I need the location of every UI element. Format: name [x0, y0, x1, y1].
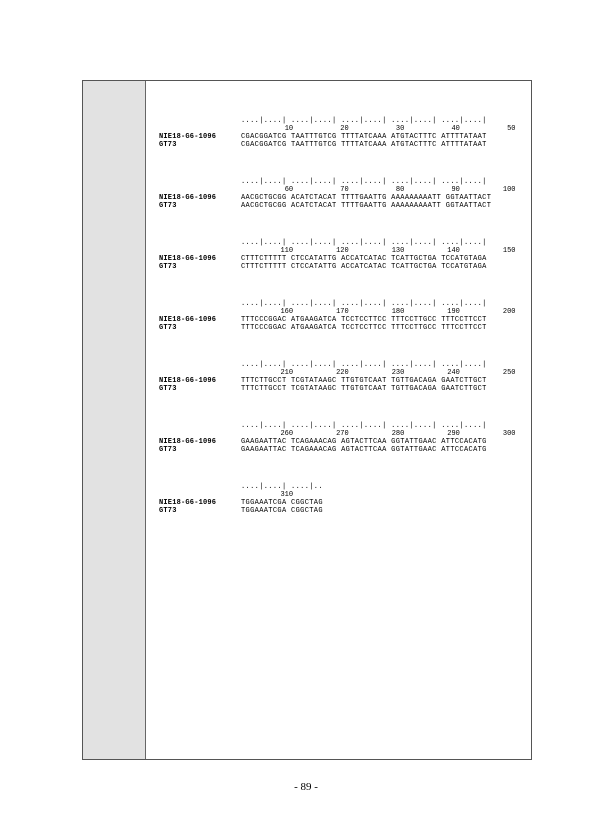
- sequence-label: GT73: [159, 385, 177, 393]
- alignment-block: [159, 239, 527, 300]
- position-number: 160: [280, 308, 294, 316]
- sequence-row: [159, 263, 527, 271]
- position-numbers: [159, 247, 527, 255]
- position-number: 60: [284, 186, 294, 194]
- position-number: 200: [502, 308, 516, 316]
- position-number: 10: [284, 125, 294, 133]
- position-number: 40: [451, 125, 460, 133]
- sequence-text: CTTTCTTTTT CTCCATATTG ACCATCATAC TCATTGCTGA TCCATGTAGA: [241, 263, 487, 271]
- sequence-text: TGGAAATCGA CGGCTAG: [241, 507, 323, 515]
- position-number: 280: [391, 430, 405, 438]
- position-number: 270: [336, 430, 349, 438]
- position-number: 300: [502, 430, 516, 438]
- position-number: 170: [336, 308, 349, 316]
- alignment-block: [159, 300, 527, 361]
- position-ruler: ....|....| ....|....| ....|....| ....|....| ....|....|: [241, 422, 487, 430]
- sequence-text: AACGCTGCGG ACATCTACAT TTTTGAATTG AAAAAAAAATT GGTAATTACT: [241, 202, 492, 210]
- sequence-label: GT73: [159, 446, 177, 454]
- position-number: 180: [391, 308, 405, 316]
- sequence-alignment: [159, 117, 527, 759]
- side-column: [83, 81, 146, 759]
- sequence-label: NIE18-G6-1096: [159, 316, 217, 324]
- alignment-block: [159, 361, 527, 422]
- position-number: 240: [447, 369, 460, 377]
- sequence-text: TTTCTTGCCT TCGTATAAGC TTGTGTCAAT TGTTGACAGA GAATCTTGCT: [241, 377, 487, 385]
- sequence-row: [159, 194, 527, 202]
- sequence-text: CGACGGATCG TAATTTGTCG TTTTATCAAA ATGTACTTTC ATTTTATAAT: [241, 141, 487, 149]
- position-numbers: [159, 125, 527, 133]
- position-number: 290: [447, 430, 460, 438]
- sequence-label: GT73: [159, 324, 177, 332]
- position-ruler: ....|....| ....|..: [241, 483, 323, 491]
- position-number: 120: [336, 247, 349, 255]
- sequence-row: [159, 202, 527, 210]
- sequence-row: [159, 438, 527, 446]
- position-number: 90: [451, 186, 460, 194]
- sequence-text: TTTCCCGGAC ATGAAGATCA TCCTCCTTCC TTTCCTTGCC TTTCCTTCCT: [241, 316, 487, 324]
- position-numbers: [159, 491, 527, 499]
- sequence-text: CTTTCTTTTT CTCCATATTG ACCATCATAC TCATTGCTGA TCCATGTAGA: [241, 255, 487, 263]
- alignment-block: [159, 178, 527, 239]
- position-ruler: ....|....| ....|....| ....|....| ....|....| ....|....|: [241, 300, 487, 308]
- sequence-text: TTTCTTGCCT TCGTATAAGC TTGTGTCAAT TGTTGACAGA GAATCTTGCT: [241, 385, 487, 393]
- position-number: 20: [340, 125, 349, 133]
- position-ruler: ....|....| ....|....| ....|....| ....|....| ....|....|: [241, 178, 487, 186]
- sequence-text: TGGAAATCGA CGGCTAG: [241, 499, 323, 507]
- alignment-block: [159, 422, 527, 483]
- position-number: 220: [336, 369, 349, 377]
- position-number: 50: [507, 125, 516, 133]
- position-number: 30: [395, 125, 405, 133]
- sequence-label: GT73: [159, 202, 177, 210]
- position-number: 260: [280, 430, 294, 438]
- position-number: 110: [280, 247, 294, 255]
- sequence-row: [159, 133, 527, 141]
- sequence-text: GAAGAATTAC TCAGAAACAG AGTACTTCAA GGTATTGAAC ATTCCACATG: [241, 446, 487, 454]
- sequence-label: NIE18-G6-1096: [159, 438, 217, 446]
- sequence-row: [159, 446, 527, 454]
- position-number: 140: [447, 247, 460, 255]
- sequence-label: GT73: [159, 507, 177, 515]
- position-number: 230: [391, 369, 405, 377]
- position-number: 190: [447, 308, 460, 316]
- sequence-text: TTTCCCGGAC ATGAAGATCA TCCTCCTTCC TTTCCTTGCC TTTCCTTCCT: [241, 324, 487, 332]
- page-number: - 89 -: [294, 781, 318, 793]
- sequence-label: NIE18-G6-1096: [159, 499, 217, 507]
- sequence-label: NIE18-G6-1096: [159, 377, 217, 385]
- position-number: 130: [391, 247, 405, 255]
- sequence-label: NIE18-G6-1096: [159, 133, 217, 141]
- sequence-label: NIE18-G6-1096: [159, 255, 217, 263]
- position-number: 80: [395, 186, 405, 194]
- sequence-text: CGACGGATCG TAATTTGTCG TTTTATCAAA ATGTACTTTC ATTTTATAAT: [241, 133, 487, 141]
- sequence-label: GT73: [159, 263, 177, 271]
- sequence-row: [159, 316, 527, 324]
- sequence-row: [159, 255, 527, 263]
- position-number: 310: [280, 491, 294, 499]
- position-ruler: ....|....| ....|....| ....|....| ....|....| ....|....|: [241, 361, 487, 369]
- position-number: 100: [502, 186, 516, 194]
- sequence-row: [159, 385, 527, 393]
- position-numbers: [159, 186, 527, 194]
- position-number: 210: [280, 369, 294, 377]
- position-numbers: [159, 430, 527, 438]
- alignment-block: [159, 483, 527, 544]
- sequence-label: NIE18-G6-1096: [159, 194, 217, 202]
- position-number: 70: [340, 186, 349, 194]
- position-ruler: ....|....| ....|....| ....|....| ....|....| ....|....|: [241, 117, 487, 125]
- position-numbers: [159, 369, 527, 377]
- position-numbers: [159, 308, 527, 316]
- sequence-text: GAAGAATTAC TCAGAAACAG AGTACTTCAA GGTATTGAAC ATTCCACATG: [241, 438, 487, 446]
- sequence-row: [159, 377, 527, 385]
- position-ruler: ....|....| ....|....| ....|....| ....|....| ....|....|: [241, 239, 487, 247]
- sequence-row: [159, 507, 527, 515]
- alignment-frame: [82, 80, 532, 760]
- sequence-row: [159, 141, 527, 149]
- sequence-row: [159, 324, 527, 332]
- alignment-block: [159, 117, 527, 178]
- position-number: 150: [502, 247, 516, 255]
- sequence-text: AACGCTGCGG ACATCTACAT TTTTGAATTG AAAAAAAAATT GGTAATTACT: [241, 194, 492, 202]
- position-number: 250: [502, 369, 516, 377]
- sequence-label: GT73: [159, 141, 177, 149]
- sequence-row: [159, 499, 527, 507]
